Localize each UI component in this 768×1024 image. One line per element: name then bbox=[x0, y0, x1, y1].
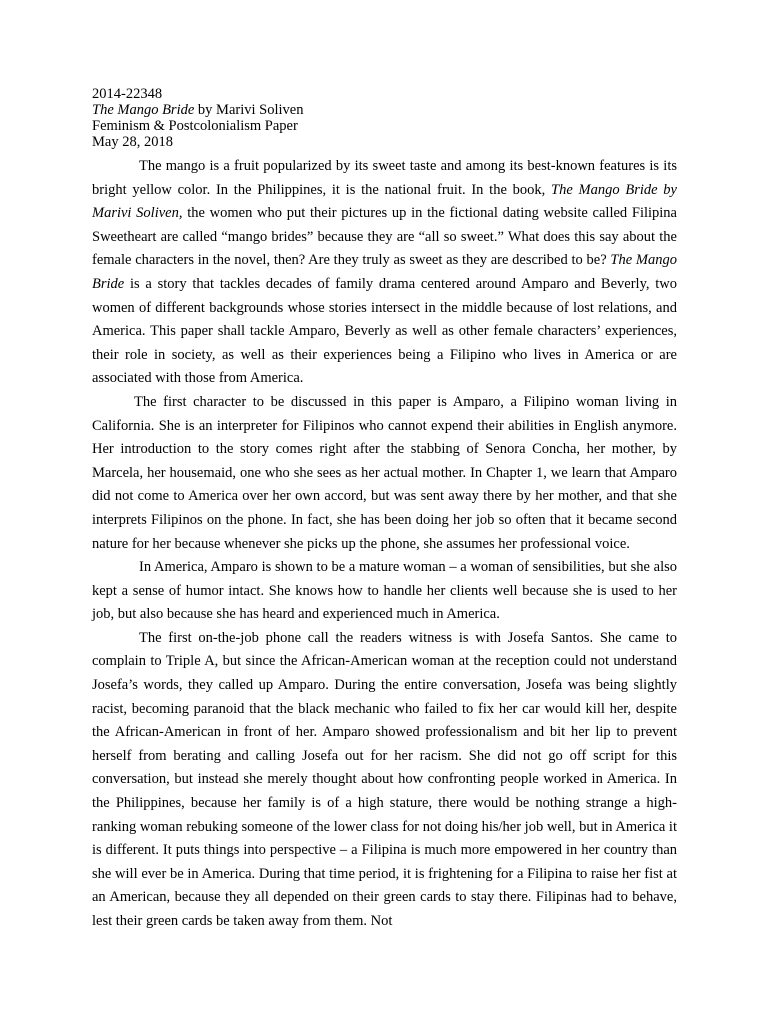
paper-type: Feminism & Postcolonialism Paper bbox=[92, 118, 298, 134]
paragraph-text: is a story that tackles decades of family drama centered around Amparo and Beverly, two women of different backgrounds whose stories intersect in the middle because of lost relations, and America. This paper shall tackle Amparo, Beverly as well as other female characters’ experiences, their role in society, as well as their experiences being a Filipino who lives in America or are associated with those from America. bbox=[92, 275, 677, 387]
paragraph-text: In America, Amparo is shown to be a mature woman – a woman of sensibilities, but she also kept a sense of humor intact. She knows how to handle her clients well because she is used to her job, but also because she has heard and experienced much in America. bbox=[92, 559, 677, 623]
italic-title-text: The Mango Bride bbox=[92, 252, 677, 292]
paragraph-text: The first character to be discussed in this paper is Amparo, a Filipino woman living in California. She is an interpreter for Filipinos who cannot expend their abilities in English anymore. Her introduction to the story comes right after the stabbing of Senora Concha, her mother, by Marcela, her housemaid, one who she sees as her actual mother. In Chapter 1, we learn that Amparo did not come to America over her own accord, but was sent away there by her mother, and that she interprets Filipinos on the phone. In fact, she has been doing her job so often that it became second nature for her because whenever she picks up the phone, she assumes her professional voice. bbox=[92, 393, 677, 552]
paper-date: May 28, 2018 bbox=[92, 134, 173, 150]
paper-body bbox=[92, 155, 677, 934]
italic-title-text: The Mango Bride by Marivi Soliven, bbox=[92, 181, 677, 222]
paragraph-text: the women who put their pictures up in the fictional dating website called Filipina Sweetheart are called “mango brides” because they are “all so sweet.” What does this say about the female characters in the novel, then? Are they truly as sweet as they are described to be? bbox=[92, 205, 677, 269]
body-paragraph bbox=[92, 391, 677, 556]
paragraph-text: The first on-the-job phone call the readers witness is with Josefa Santos. She came to complain to Triple A, but since the African-American woman at the reception could not understand Josefa’s words, they called up Amparo. During the entire conversation, Josefa was being slightly racist, becoming paranoid that the black mechanic who failed to fix her car would kill her, despite the African-American in front of her. Amparo showed professionalism and bit her lip to prevent herself from berating and calling Josefa out for her racism. She did not go off script for this conversation, but instead she merely thought about how confronting people worked in America. In the Philippines, because her family is of a high stature, there would be nothing strange a high-ranking woman rebuking someone of the lower class for not doing his/her job well, but in America it is different. It puts things into perspective – a Filipina is much more empowered in her country than she will ever be in America. During that time period, it is frightening for a Filipina to raise her fist at an American, because they all depended on their green cards to stay there. Filipinas had to behave, lest their green cards be taken away from them. Not bbox=[92, 629, 677, 929]
book-title-line bbox=[92, 102, 677, 118]
body-paragraph bbox=[92, 155, 677, 391]
paragraph-text: The mango is a fruit popularized by its sweet taste and among its best-known features is its bright yellow color. In the Philippines, it is the national fruit. In the book, bbox=[92, 158, 677, 198]
paper-header bbox=[92, 86, 677, 150]
body-paragraph bbox=[92, 556, 677, 627]
book-author: by Marivi Soliven bbox=[194, 102, 304, 118]
book-title: The Mango Bride bbox=[92, 102, 195, 118]
document-page bbox=[92, 86, 677, 934]
student-id: 2014-22348 bbox=[92, 86, 163, 102]
body-paragraph bbox=[92, 627, 677, 934]
